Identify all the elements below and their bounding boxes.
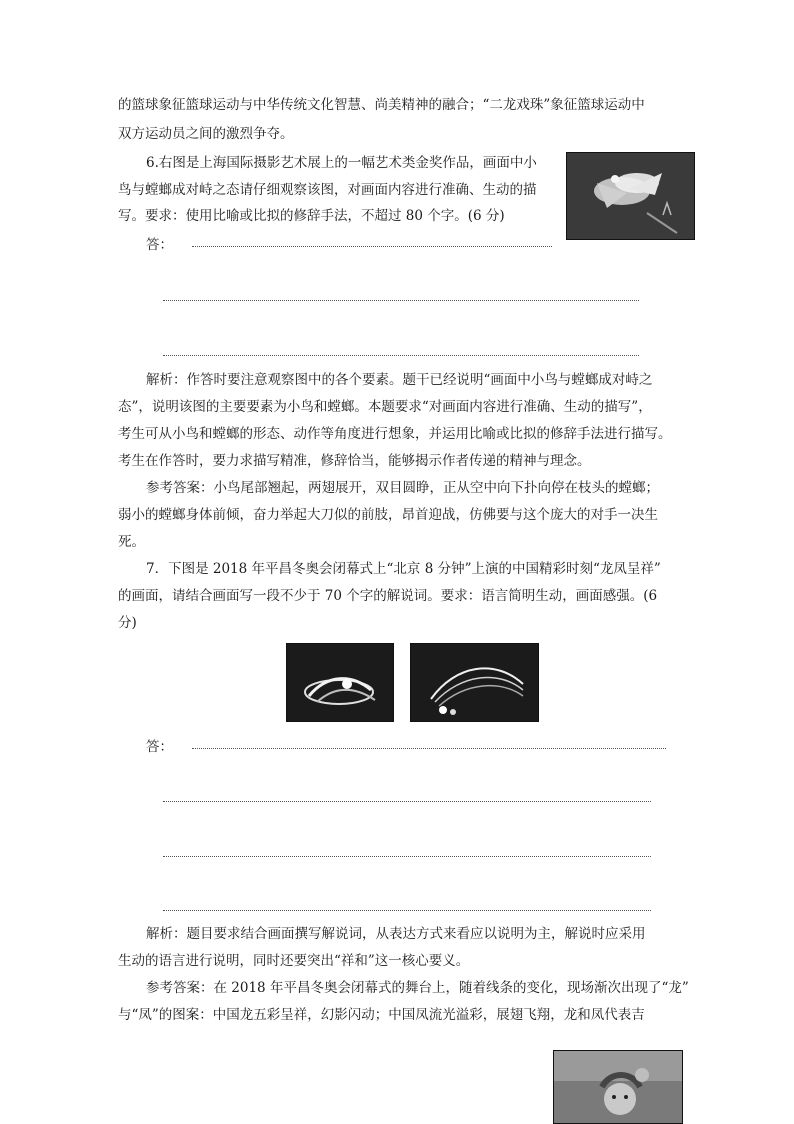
q7-analysis-line-2: 生动的语言进行说明，同时还要突出“祥和”这一核心要义。	[118, 953, 470, 969]
q7-answer-line-1[interactable]	[192, 748, 666, 749]
q6-reference-line-3: 死。	[118, 534, 145, 550]
q6-answer-label: 答：	[146, 237, 173, 253]
q6-answer-line-1[interactable]	[192, 246, 552, 247]
child-photo	[553, 1050, 683, 1124]
q6-analysis-line-2: 态”，说明该图的主要要素为小鸟和螳螂。本题要求“对画面内容进行准确、生动的描写”，	[118, 399, 652, 415]
q7-prompt-line-2: 的画面，请结合画面写一段不少于 70 个字的解说词。要求：语言简明生动，画面感强。(6	[118, 588, 658, 604]
q7-prompt-line-3: 分)	[118, 615, 137, 631]
q6-reference-line-2: 弱小的螳螂身体前倾，奋力举起大刀似的前肢，昂首迎战，仿佛要与这个庞大的对手一决生	[118, 507, 658, 523]
q6-analysis-line-3: 考生可从小鸟和螳螂的形态、动作等角度进行想象，并运用比喻或比拟的修辞手法进行描写。	[118, 426, 672, 442]
q6-prompt-line-1: 6.右图是上海国际摄影艺术展上的一幅艺术类金奖作品，画面中小	[146, 155, 537, 171]
q7-analysis-line-1: 解析：题目要求结合画面撰写解说词，从表达方式来看应以说明为主，解说时应采用	[146, 926, 646, 942]
q6-analysis-line-4: 考生在作答时，要力求描写精准，修辞恰当，能够揭示作者传递的精神与理念。	[118, 453, 591, 469]
bird-mantis-illustration	[567, 153, 694, 239]
q6-reference-line-1: 参考答案：小鸟尾部翘起，两翅展开，双目圆睁，正从空中向下扑向停在枝头的螳螂；	[146, 480, 659, 496]
child-portrait	[554, 1051, 682, 1123]
phoenix-light-pattern	[411, 644, 538, 721]
intro-line-1: 的篮球象征篮球运动与中华传统文化智慧、尚美精神的融合；“二龙戏珠”象征篮球运动中	[118, 97, 645, 113]
q6-prompt-line-3: 写。要求：使用比喻或比拟的修辞手法，不超过 80 个字。(6 分)	[118, 208, 505, 224]
phoenix-ceremony-photo	[410, 643, 539, 722]
intro-line-2: 双方运动员之间的激烈争夺。	[118, 126, 294, 142]
q7-reference-line-1: 参考答案：在 2018 年平昌冬奥会闭幕式的舞台上，随着线条的变化，现场渐次出现了“龙”	[146, 980, 689, 996]
q7-answer-line-3[interactable]	[163, 856, 651, 857]
q7-answer-line-2[interactable]	[163, 801, 651, 802]
dragon-light-pattern	[287, 644, 393, 721]
q6-answer-line-3[interactable]	[163, 355, 639, 356]
q7-prompt-line-1: 7．下图是 2018 年平昌冬奥会闭幕式上“北京 8 分钟”上演的中国精彩时刻“龙凤呈祥”	[146, 561, 661, 577]
dragon-ceremony-photo	[286, 643, 394, 722]
q7-answer-line-4[interactable]	[163, 910, 651, 911]
q6-prompt-line-2: 鸟与螳螂成对峙之态请仔细观察该图，对画面内容进行准确、生动的描	[118, 182, 537, 198]
q7-reference-line-2: 与“凤”的图案：中国龙五彩呈祥，幻影闪动；中国凤流光溢彩，展翅飞翔，龙和凤代表吉	[118, 1007, 645, 1023]
bird-mantis-photo	[566, 152, 695, 240]
q6-answer-line-2[interactable]	[163, 300, 639, 301]
q7-answer-label: 答：	[146, 739, 173, 755]
q6-analysis-line-1: 解析：作答时要注意观察图中的各个要素。题干已经说明“画面中小鸟与螳螂成对峙之	[146, 372, 653, 388]
